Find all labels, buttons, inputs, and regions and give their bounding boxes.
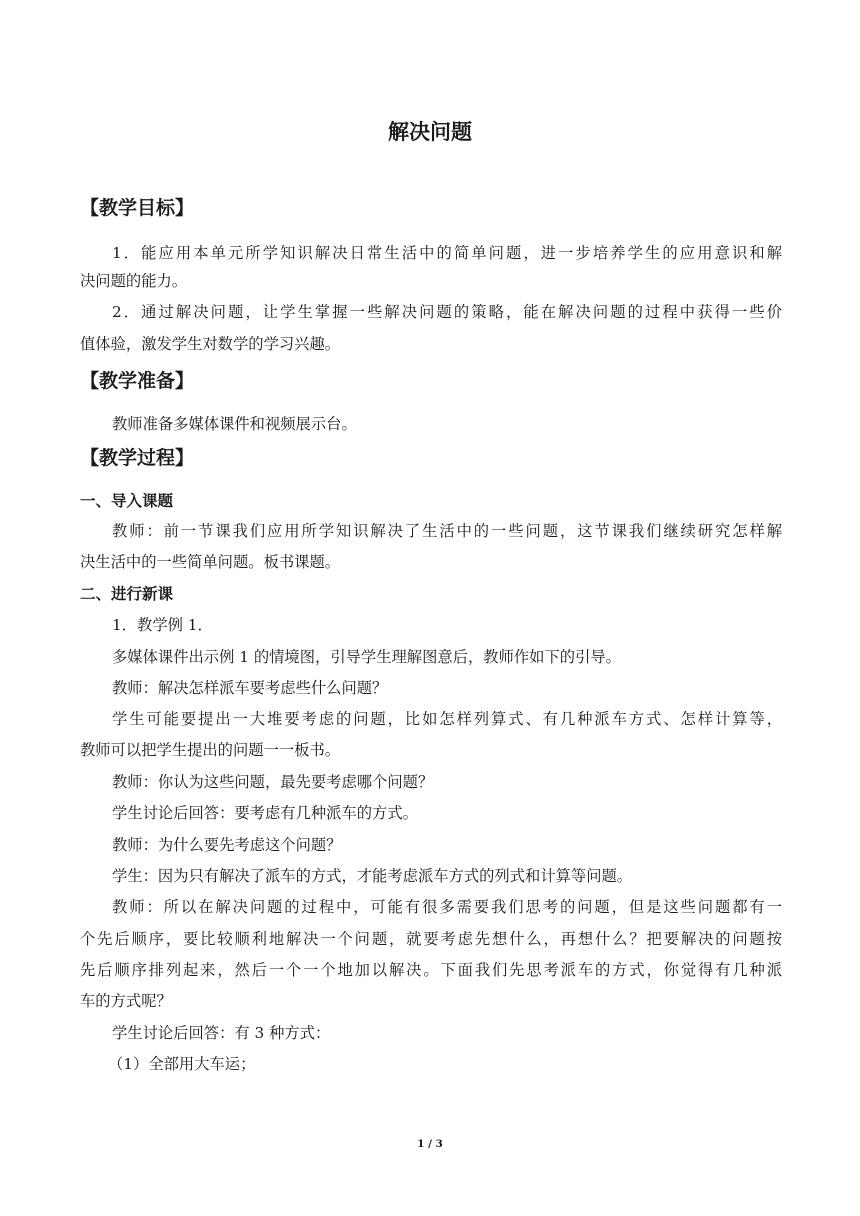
heading-teaching-goals: 【教学目标】 [80,197,195,219]
paragraph-line: 教师：前一节课我们应用所学知识解决了生活中的一些问题，这节课我们继续研究怎样解 [112,522,782,540]
heading-teaching-process: 【教学过程】 [80,447,195,469]
paragraph-line: 值体验，激发学生对数学的学习兴趣。 [80,335,341,353]
paragraph-line: 多媒体课件出示例 1 的情境图，引导学生理解图意后，教师作如下的引导。 [112,648,621,666]
page-title: 解决问题 [388,120,472,144]
paragraph-line: 教师：你认为这些问题，最先要考虑哪个问题？ [112,773,434,791]
paragraph-line: （1）全部用大车运； [108,1055,256,1073]
paragraph-line: 决生活中的一些简单问题。板书课题。 [80,553,341,571]
page-number: 1 / 3 [417,1138,443,1150]
paragraph-line: 1．能应用本单元所学知识解决日常生活中的简单问题，进一步培养学生的应用意识和解 [112,244,782,262]
paragraph-line: 教师准备多媒体课件和视频展示台。 [112,415,357,433]
paragraph-line: 学生可能要提出一大堆要考虑的问题，比如怎样列算式、有几种派车方式、怎样计算等， [112,710,782,728]
paragraph-line: 教师可以把学生提出的问题一一板书。 [80,741,341,759]
paragraph-line: 先后顺序排列起来，然后一个一个地加以解决。下面我们先思考派车的方式，你觉得有几种派 [80,961,782,979]
heading-teaching-prep: 【教学准备】 [80,370,195,392]
subheading-new-lesson: 二、进行新课 [80,585,174,603]
paragraph-line: 教师：为什么要先考虑这个问题？ [112,836,342,854]
paragraph-line: 1．教学例 1． [112,616,213,634]
paragraph-line: 学生：因为只有解决了派车的方式，才能考虑派车方式的列式和计算等问题。 [112,867,633,885]
paragraph-line: 车的方式呢？ [80,992,172,1010]
subheading-intro: 一、导入课题 [80,492,174,510]
paragraph-line: 个先后顺序，要比较顺利地解决一个问题，就要考虑先想什么，再想什么？把要解决的问题按 [80,930,782,948]
paragraph-line: 学生讨论后回答：要考虑有几种派车的方式。 [112,804,418,822]
paragraph-line: 教师：所以在解决问题的过程中，可能有很多需要我们思考的问题，但是这些问题都有一 [112,898,782,916]
paragraph-line: 决问题的能力。 [80,272,188,290]
paragraph-line: 学生讨论后回答：有 3 种方式： [112,1024,331,1042]
paragraph-line: 教师：解决怎样派车要考虑些什么问题？ [112,679,388,697]
paragraph-line: 2．通过解决问题，让学生掌握一些解决问题的策略，能在解决问题的过程中获得一些价 [112,303,782,321]
